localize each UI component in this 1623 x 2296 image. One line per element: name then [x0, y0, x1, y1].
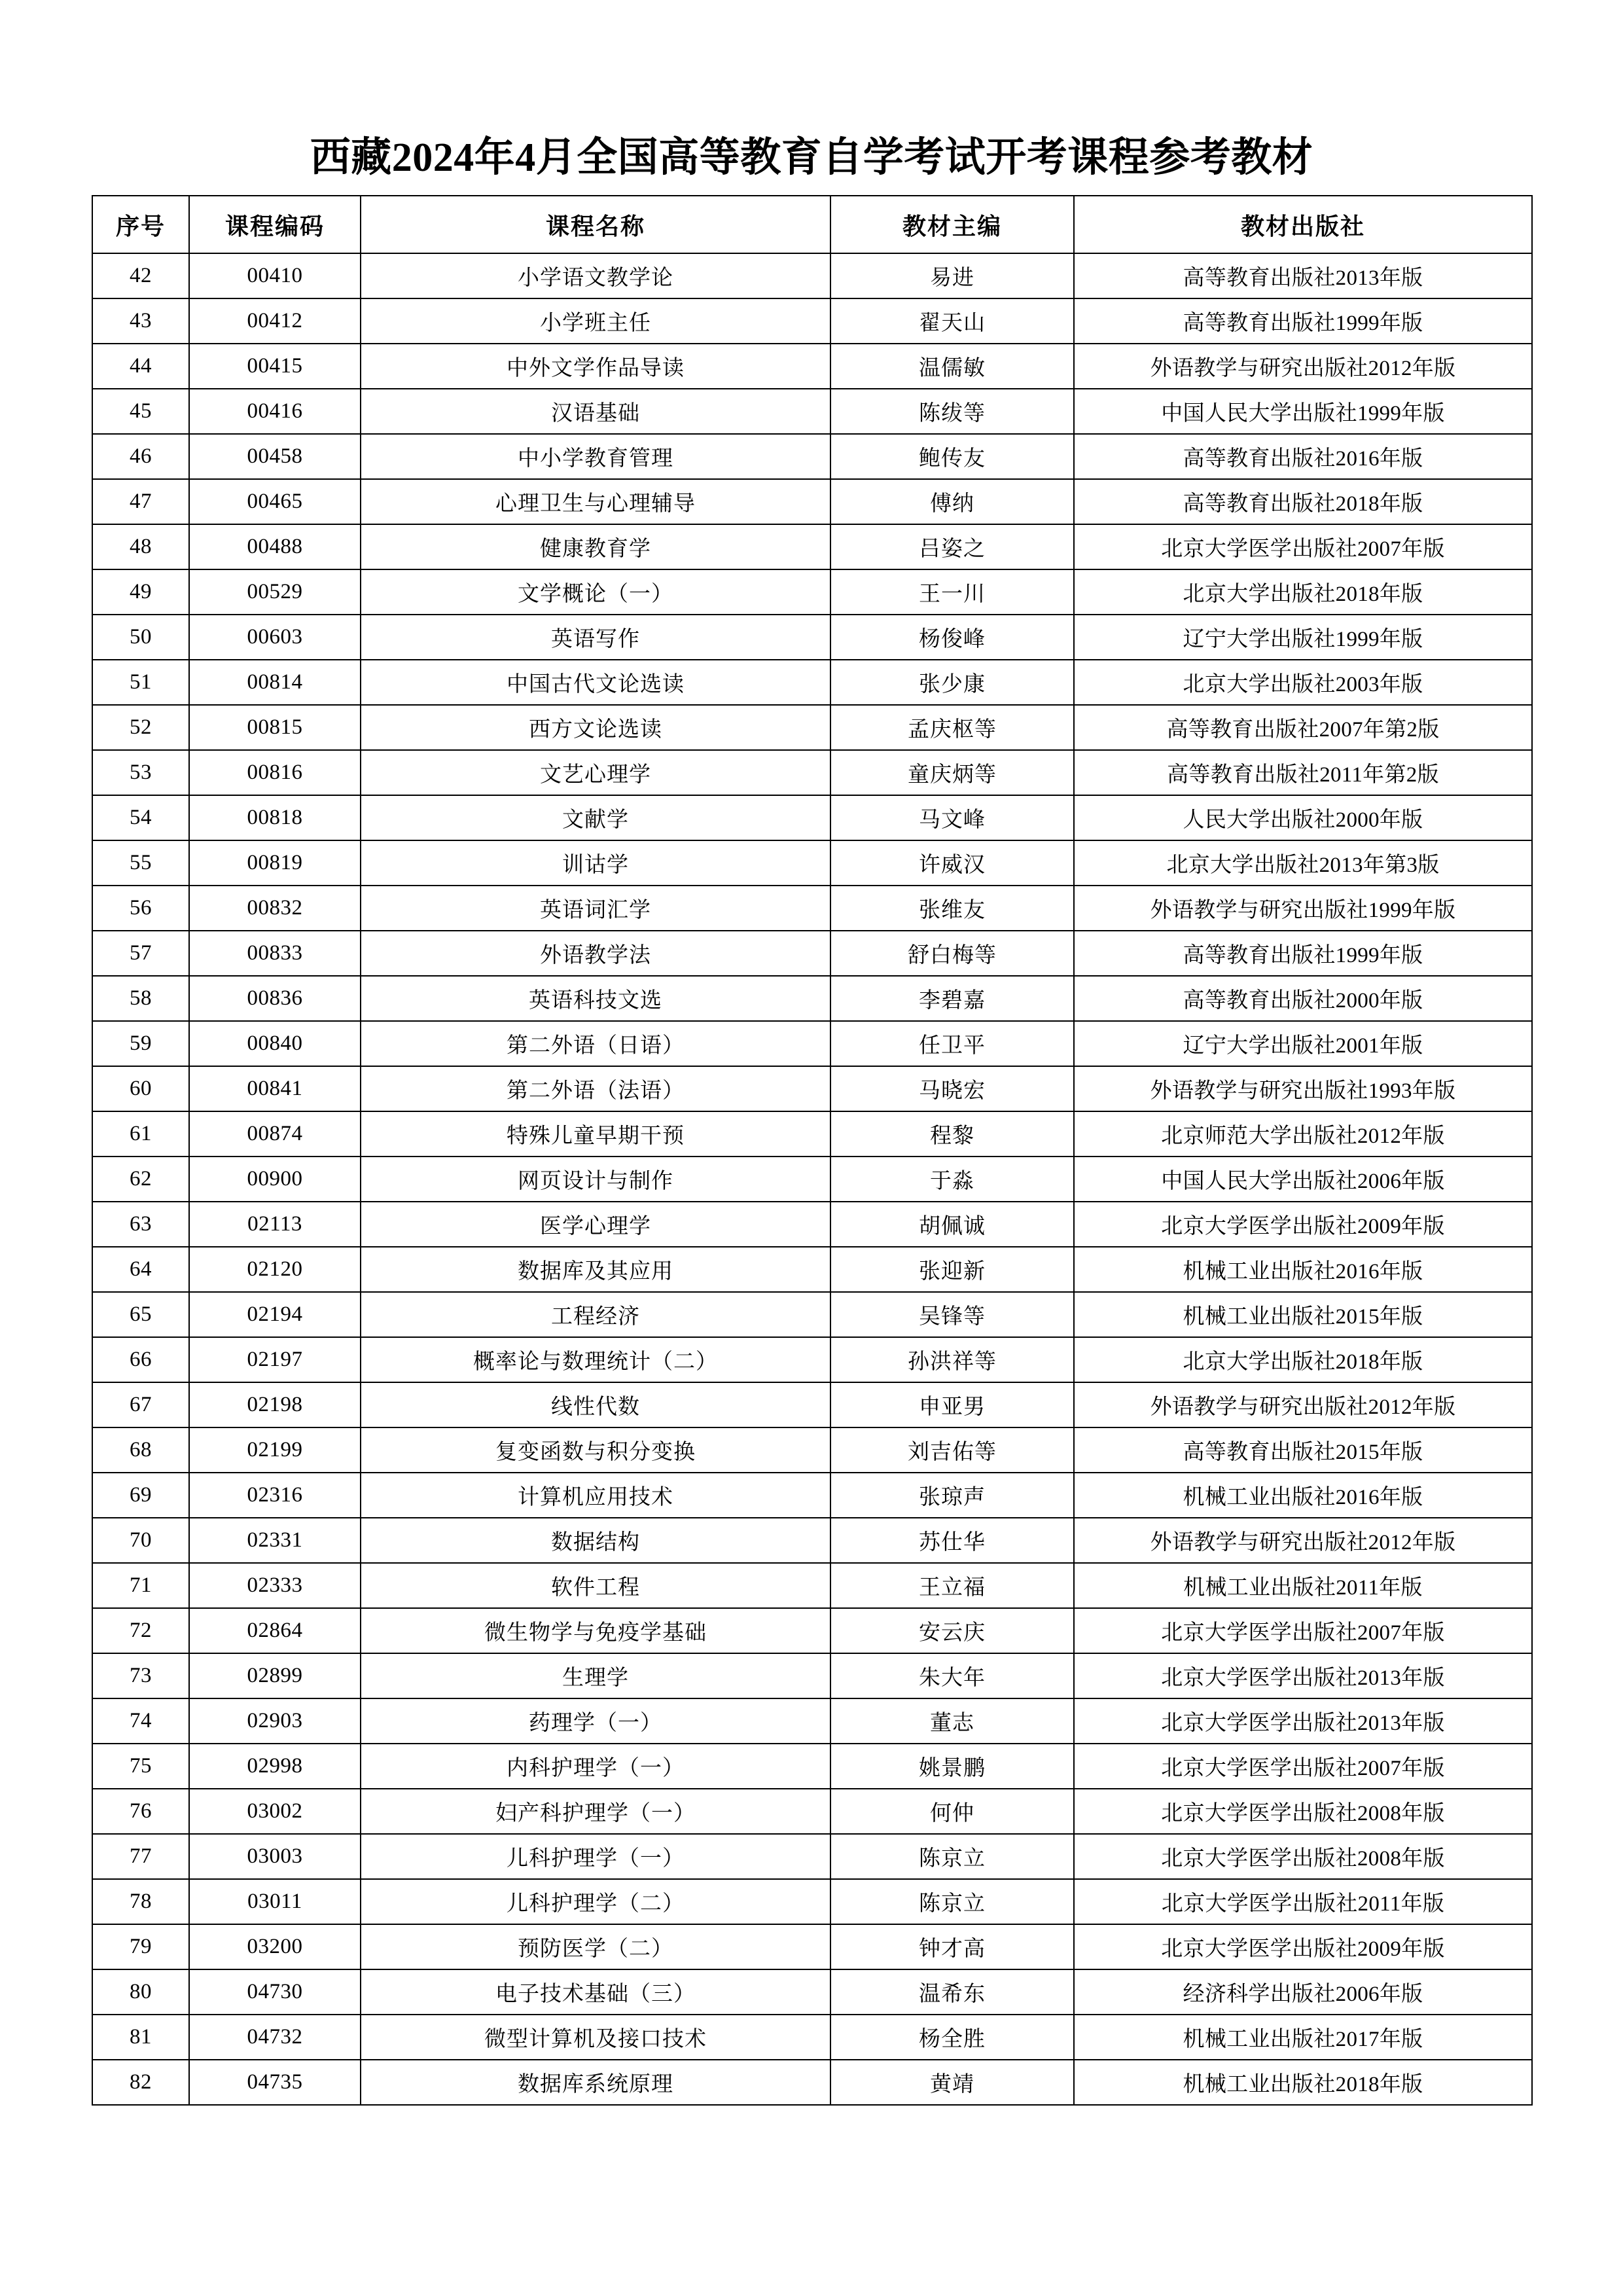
table-cell-code: 00874 — [189, 1111, 361, 1157]
table-cell-name: 儿科护理学（二） — [361, 1879, 830, 1924]
table-cell-press: 高等教育出版社2015年版 — [1074, 1427, 1532, 1473]
table-cell-seq: 82 — [92, 2060, 189, 2105]
table-cell-code: 03011 — [189, 1879, 361, 1924]
table-cell-editor: 申亚男 — [830, 1382, 1074, 1427]
table-row — [92, 795, 1532, 840]
table-cell-name: 微型计算机及接口技术 — [361, 2015, 830, 2060]
table-cell-name: 线性代数 — [361, 1382, 830, 1427]
column-header-name: 课程名称 — [361, 196, 830, 253]
table-row — [92, 389, 1532, 434]
table-row — [92, 253, 1532, 298]
table-row — [92, 1066, 1532, 1111]
table-cell-code: 02120 — [189, 1247, 361, 1292]
table-row — [92, 1879, 1532, 1924]
table-row — [92, 1473, 1532, 1518]
table-cell-code: 00833 — [189, 931, 361, 976]
table-cell-editor: 李碧嘉 — [830, 976, 1074, 1021]
table-row — [92, 1382, 1532, 1427]
table-cell-editor: 傅纳 — [830, 479, 1074, 524]
table-cell-name: 第二外语（日语） — [361, 1021, 830, 1066]
table-cell-press: 机械工业出版社2016年版 — [1074, 1473, 1532, 1518]
table-cell-editor: 许威汉 — [830, 840, 1074, 886]
table-cell-code: 00900 — [189, 1157, 361, 1202]
table-cell-press: 高等教育出版社1999年版 — [1074, 931, 1532, 976]
table-cell-name: 中国古代文论选读 — [361, 660, 830, 705]
table-row — [92, 1337, 1532, 1382]
table-cell-code: 00529 — [189, 569, 361, 615]
course-textbook-table — [92, 195, 1533, 2106]
table-cell-code: 02331 — [189, 1518, 361, 1563]
table-cell-code: 00465 — [189, 479, 361, 524]
table-cell-seq: 46 — [92, 434, 189, 479]
table-cell-code: 00416 — [189, 389, 361, 434]
table-cell-seq: 49 — [92, 569, 189, 615]
table-row — [92, 1427, 1532, 1473]
table-row — [92, 1292, 1532, 1337]
table-row — [92, 1021, 1532, 1066]
table-row — [92, 1744, 1532, 1789]
table-cell-press: 外语教学与研究出版社1999年版 — [1074, 886, 1532, 931]
table-cell-editor: 翟天山 — [830, 298, 1074, 344]
table-row — [92, 524, 1532, 569]
table-cell-editor: 任卫平 — [830, 1021, 1074, 1066]
table-cell-seq: 72 — [92, 1608, 189, 1653]
table-cell-code: 00410 — [189, 253, 361, 298]
table-cell-seq: 57 — [92, 931, 189, 976]
table-row — [92, 1608, 1532, 1653]
table-cell-editor: 胡佩诚 — [830, 1202, 1074, 1247]
table-cell-press: 北京大学医学出版社2009年版 — [1074, 1202, 1532, 1247]
table-cell-seq: 59 — [92, 1021, 189, 1066]
table-cell-press: 人民大学出版社2000年版 — [1074, 795, 1532, 840]
table-cell-press: 外语教学与研究出版社2012年版 — [1074, 1518, 1532, 1563]
table-row — [92, 705, 1532, 750]
table-cell-seq: 76 — [92, 1789, 189, 1834]
table-cell-press: 机械工业出版社2011年版 — [1074, 1563, 1532, 1608]
table-row — [92, 931, 1532, 976]
table-cell-press: 中国人民大学出版社2006年版 — [1074, 1157, 1532, 1202]
table-cell-seq: 64 — [92, 1247, 189, 1292]
page-title: 西藏2024年4月全国高等教育自学考试开考课程参考教材 — [310, 135, 1313, 180]
table-cell-code: 00840 — [189, 1021, 361, 1066]
table-cell-editor: 张琼声 — [830, 1473, 1074, 1518]
table-cell-press: 经济科学出版社2006年版 — [1074, 1969, 1532, 2015]
table-cell-name: 汉语基础 — [361, 389, 830, 434]
table-cell-seq: 50 — [92, 615, 189, 660]
table-cell-seq: 55 — [92, 840, 189, 886]
table-cell-code: 00836 — [189, 976, 361, 1021]
table-row — [92, 886, 1532, 931]
table-cell-name: 预防医学（二） — [361, 1924, 830, 1969]
table-cell-name: 数据库及其应用 — [361, 1247, 830, 1292]
table-cell-press: 辽宁大学出版社1999年版 — [1074, 615, 1532, 660]
table-cell-code: 00818 — [189, 795, 361, 840]
table-cell-editor: 安云庆 — [830, 1608, 1074, 1653]
table-cell-code: 04730 — [189, 1969, 361, 2015]
table-row — [92, 615, 1532, 660]
table-cell-name: 英语科技文选 — [361, 976, 830, 1021]
table-cell-seq: 51 — [92, 660, 189, 705]
table-cell-code: 04735 — [189, 2060, 361, 2105]
table-cell-code: 02903 — [189, 1698, 361, 1744]
table-cell-seq: 53 — [92, 750, 189, 795]
table-cell-press: 高等教育出版社1999年版 — [1074, 298, 1532, 344]
table-cell-press: 北京师范大学出版社2012年版 — [1074, 1111, 1532, 1157]
table-cell-code: 03002 — [189, 1789, 361, 1834]
table-cell-code: 00603 — [189, 615, 361, 660]
table-cell-seq: 58 — [92, 976, 189, 1021]
table-cell-code: 00816 — [189, 750, 361, 795]
table-cell-seq: 47 — [92, 479, 189, 524]
table-cell-seq: 44 — [92, 344, 189, 389]
table-cell-press: 机械工业出版社2018年版 — [1074, 2060, 1532, 2105]
table-cell-name: 第二外语（法语） — [361, 1066, 830, 1111]
column-header-editor: 教材主编 — [830, 196, 1074, 253]
table-cell-seq: 67 — [92, 1382, 189, 1427]
table-cell-seq: 45 — [92, 389, 189, 434]
table-cell-press: 北京大学医学出版社2007年版 — [1074, 524, 1532, 569]
table-row — [92, 344, 1532, 389]
table-cell-editor: 温希东 — [830, 1969, 1074, 2015]
table-cell-editor: 易进 — [830, 253, 1074, 298]
table-cell-press: 北京大学医学出版社2007年版 — [1074, 1608, 1532, 1653]
table-cell-code: 00412 — [189, 298, 361, 344]
table-cell-seq: 79 — [92, 1924, 189, 1969]
table-cell-code: 02198 — [189, 1382, 361, 1427]
table-cell-press: 中国人民大学出版社1999年版 — [1074, 389, 1532, 434]
table-cell-seq: 71 — [92, 1563, 189, 1608]
table-cell-editor: 杨俊峰 — [830, 615, 1074, 660]
table-cell-editor: 王一川 — [830, 569, 1074, 615]
table-cell-name: 电子技术基础（三） — [361, 1969, 830, 2015]
table-cell-seq: 60 — [92, 1066, 189, 1111]
table-cell-editor: 何仲 — [830, 1789, 1074, 1834]
table-cell-seq: 78 — [92, 1879, 189, 1924]
table-cell-name: 数据库系统原理 — [361, 2060, 830, 2105]
table-row — [92, 1247, 1532, 1292]
table-cell-editor: 孙洪祥等 — [830, 1337, 1074, 1382]
table-cell-editor: 陈绂等 — [830, 389, 1074, 434]
table-row — [92, 2060, 1532, 2105]
table-cell-press: 北京大学医学出版社2013年版 — [1074, 1653, 1532, 1698]
table-cell-press: 机械工业出版社2016年版 — [1074, 1247, 1532, 1292]
table-cell-seq: 66 — [92, 1337, 189, 1382]
table-cell-name: 小学语文教学论 — [361, 253, 830, 298]
table-cell-editor: 温儒敏 — [830, 344, 1074, 389]
table-cell-press: 辽宁大学出版社2001年版 — [1074, 1021, 1532, 1066]
table-row — [92, 479, 1532, 524]
table-cell-seq: 74 — [92, 1698, 189, 1744]
table-row — [92, 840, 1532, 886]
table-cell-press: 外语教学与研究出版社2012年版 — [1074, 344, 1532, 389]
table-header-row — [92, 196, 1532, 253]
table-row — [92, 2015, 1532, 2060]
table-cell-seq: 80 — [92, 1969, 189, 2015]
table-cell-editor: 刘吉佑等 — [830, 1427, 1074, 1473]
table-cell-press: 北京大学医学出版社2011年版 — [1074, 1879, 1532, 1924]
table-cell-editor: 杨全胜 — [830, 2015, 1074, 2060]
table-cell-editor: 于淼 — [830, 1157, 1074, 1202]
table-cell-seq: 81 — [92, 2015, 189, 2060]
table-cell-press: 北京大学医学出版社2013年版 — [1074, 1698, 1532, 1744]
table-cell-editor: 孟庆枢等 — [830, 705, 1074, 750]
table-cell-name: 健康教育学 — [361, 524, 830, 569]
course-textbook-table-container — [92, 195, 1531, 2106]
column-header-press: 教材出版社 — [1074, 196, 1532, 253]
table-cell-name: 特殊儿童早期干预 — [361, 1111, 830, 1157]
table-cell-seq: 48 — [92, 524, 189, 569]
table-cell-code: 03003 — [189, 1834, 361, 1879]
table-cell-press: 北京大学医学出版社2008年版 — [1074, 1834, 1532, 1879]
table-cell-name: 复变函数与积分变换 — [361, 1427, 830, 1473]
table-cell-seq: 77 — [92, 1834, 189, 1879]
table-cell-editor: 马晓宏 — [830, 1066, 1074, 1111]
table-cell-seq: 63 — [92, 1202, 189, 1247]
table-row — [92, 1834, 1532, 1879]
table-row — [92, 1202, 1532, 1247]
table-cell-press: 机械工业出版社2017年版 — [1074, 2015, 1532, 2060]
table-cell-code: 00415 — [189, 344, 361, 389]
table-cell-editor: 朱大年 — [830, 1653, 1074, 1698]
table-cell-seq: 68 — [92, 1427, 189, 1473]
table-cell-name: 训诂学 — [361, 840, 830, 886]
table-body — [92, 253, 1532, 2105]
table-row — [92, 298, 1532, 344]
table-cell-editor: 张少康 — [830, 660, 1074, 705]
table-cell-code: 02998 — [189, 1744, 361, 1789]
table-cell-press: 高等教育出版社2011年第2版 — [1074, 750, 1532, 795]
table-cell-name: 数据结构 — [361, 1518, 830, 1563]
table-cell-seq: 56 — [92, 886, 189, 931]
table-cell-name: 儿科护理学（一） — [361, 1834, 830, 1879]
table-cell-code: 02333 — [189, 1563, 361, 1608]
table-cell-press: 北京大学出版社2018年版 — [1074, 1337, 1532, 1382]
table-cell-name: 微生物学与免疫学基础 — [361, 1608, 830, 1653]
table-cell-name: 概率论与数理统计（二） — [361, 1337, 830, 1382]
table-cell-press: 北京大学医学出版社2007年版 — [1074, 1744, 1532, 1789]
table-header — [92, 196, 1532, 253]
table-cell-name: 软件工程 — [361, 1563, 830, 1608]
table-cell-seq: 54 — [92, 795, 189, 840]
table-cell-editor: 舒白梅等 — [830, 931, 1074, 976]
table-cell-editor: 吕姿之 — [830, 524, 1074, 569]
table-row — [92, 1518, 1532, 1563]
table-cell-seq: 42 — [92, 253, 189, 298]
table-row — [92, 660, 1532, 705]
table-cell-code: 02316 — [189, 1473, 361, 1518]
table-cell-editor: 鲍传友 — [830, 434, 1074, 479]
column-header-code: 课程编码 — [189, 196, 361, 253]
table-cell-code: 00819 — [189, 840, 361, 886]
table-cell-press: 机械工业出版社2015年版 — [1074, 1292, 1532, 1337]
table-cell-code: 00815 — [189, 705, 361, 750]
table-cell-name: 中小学教育管理 — [361, 434, 830, 479]
table-cell-name: 心理卫生与心理辅导 — [361, 479, 830, 524]
table-row — [92, 976, 1532, 1021]
table-cell-press: 北京大学出版社2013年第3版 — [1074, 840, 1532, 886]
table-cell-seq: 69 — [92, 1473, 189, 1518]
table-cell-code: 03200 — [189, 1924, 361, 1969]
table-cell-code: 00832 — [189, 886, 361, 931]
table-cell-code: 00458 — [189, 434, 361, 479]
table-row — [92, 750, 1532, 795]
table-cell-name: 妇产科护理学（一） — [361, 1789, 830, 1834]
table-cell-name: 工程经济 — [361, 1292, 830, 1337]
table-cell-name: 小学班主任 — [361, 298, 830, 344]
table-cell-code: 04732 — [189, 2015, 361, 2060]
table-cell-press: 北京大学出版社2018年版 — [1074, 569, 1532, 615]
table-cell-editor: 童庆炳等 — [830, 750, 1074, 795]
table-cell-seq: 52 — [92, 705, 189, 750]
table-cell-editor: 程黎 — [830, 1111, 1074, 1157]
table-cell-seq: 65 — [92, 1292, 189, 1337]
table-cell-name: 外语教学法 — [361, 931, 830, 976]
table-cell-editor: 陈京立 — [830, 1879, 1074, 1924]
table-cell-seq: 43 — [92, 298, 189, 344]
table-cell-editor: 姚景鹏 — [830, 1744, 1074, 1789]
table-cell-editor: 马文峰 — [830, 795, 1074, 840]
table-cell-seq: 73 — [92, 1653, 189, 1698]
table-row — [92, 1789, 1532, 1834]
table-cell-seq: 61 — [92, 1111, 189, 1157]
table-row — [92, 569, 1532, 615]
table-cell-press: 高等教育出版社2000年版 — [1074, 976, 1532, 1021]
table-row — [92, 1698, 1532, 1744]
table-cell-press: 高等教育出版社2013年版 — [1074, 253, 1532, 298]
table-cell-name: 中外文学作品导读 — [361, 344, 830, 389]
table-row — [92, 1969, 1532, 2015]
table-cell-press: 北京大学医学出版社2008年版 — [1074, 1789, 1532, 1834]
table-cell-code: 00488 — [189, 524, 361, 569]
table-cell-press: 北京大学出版社2003年版 — [1074, 660, 1532, 705]
table-row — [92, 1924, 1532, 1969]
table-cell-press: 外语教学与研究出版社2012年版 — [1074, 1382, 1532, 1427]
table-cell-press: 高等教育出版社2018年版 — [1074, 479, 1532, 524]
table-cell-editor: 黄靖 — [830, 2060, 1074, 2105]
table-row — [92, 1111, 1532, 1157]
table-row — [92, 1653, 1532, 1698]
table-cell-name: 内科护理学（一） — [361, 1744, 830, 1789]
table-cell-code: 02194 — [189, 1292, 361, 1337]
table-cell-editor: 吴锋等 — [830, 1292, 1074, 1337]
column-header-seq: 序号 — [92, 196, 189, 253]
table-cell-code: 02899 — [189, 1653, 361, 1698]
table-cell-editor: 张维友 — [830, 886, 1074, 931]
table-cell-name: 西方文论选读 — [361, 705, 830, 750]
table-cell-name: 网页设计与制作 — [361, 1157, 830, 1202]
table-row — [92, 1157, 1532, 1202]
table-cell-code: 02197 — [189, 1337, 361, 1382]
table-cell-editor: 董志 — [830, 1698, 1074, 1744]
table-cell-code: 02199 — [189, 1427, 361, 1473]
table-cell-press: 外语教学与研究出版社1993年版 — [1074, 1066, 1532, 1111]
table-cell-code: 00841 — [189, 1066, 361, 1111]
table-cell-code: 02864 — [189, 1608, 361, 1653]
table-cell-editor: 陈京立 — [830, 1834, 1074, 1879]
table-cell-editor: 张迎新 — [830, 1247, 1074, 1292]
table-cell-name: 生理学 — [361, 1653, 830, 1698]
table-row — [92, 434, 1532, 479]
table-cell-name: 计算机应用技术 — [361, 1473, 830, 1518]
table-cell-seq: 70 — [92, 1518, 189, 1563]
table-cell-editor: 王立福 — [830, 1563, 1074, 1608]
table-cell-editor: 苏仕华 — [830, 1518, 1074, 1563]
table-cell-name: 文艺心理学 — [361, 750, 830, 795]
table-cell-seq: 75 — [92, 1744, 189, 1789]
table-row — [92, 1563, 1532, 1608]
table-cell-editor: 钟才高 — [830, 1924, 1074, 1969]
table-cell-name: 文献学 — [361, 795, 830, 840]
table-cell-press: 北京大学医学出版社2009年版 — [1074, 1924, 1532, 1969]
table-cell-press: 高等教育出版社2016年版 — [1074, 434, 1532, 479]
table-cell-name: 英语写作 — [361, 615, 830, 660]
table-cell-name: 英语词汇学 — [361, 886, 830, 931]
table-cell-press: 高等教育出版社2007年第2版 — [1074, 705, 1532, 750]
table-cell-name: 文学概论（一） — [361, 569, 830, 615]
table-cell-name: 药理学（一） — [361, 1698, 830, 1744]
table-cell-seq: 62 — [92, 1157, 189, 1202]
table-cell-code: 00814 — [189, 660, 361, 705]
table-cell-name: 医学心理学 — [361, 1202, 830, 1247]
table-cell-code: 02113 — [189, 1202, 361, 1247]
